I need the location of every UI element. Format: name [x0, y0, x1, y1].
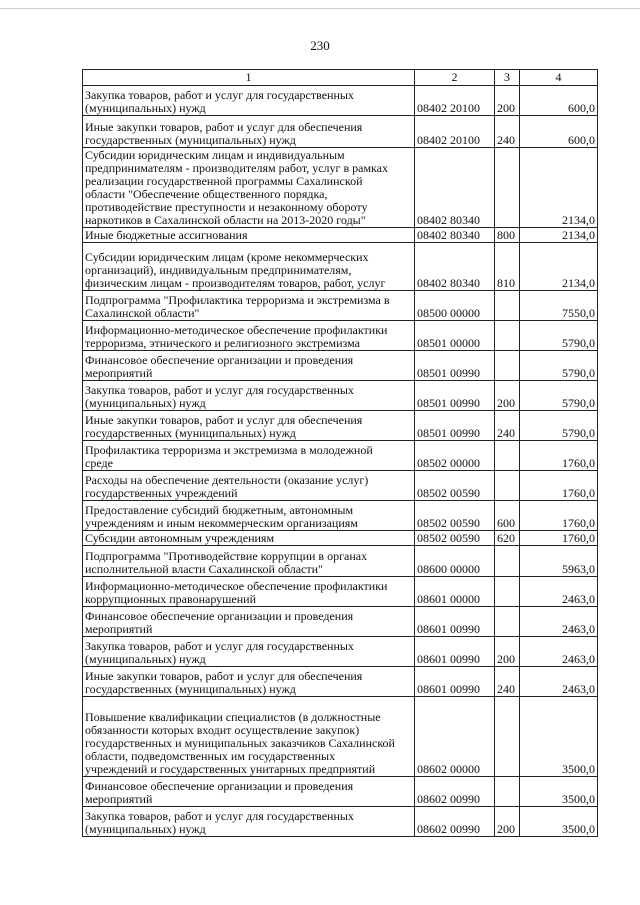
- table-row: [83, 351, 598, 381]
- row-amount-cell: 3500,0: [520, 697, 598, 777]
- table-row: [83, 667, 598, 697]
- table-body: [83, 86, 598, 837]
- row-code-cell: 08502 00590: [415, 531, 495, 546]
- row-name-cell: Субсидии юридическим лицам и индивидуальным предпринимателям - производителям работ, услуг в рамках реализации государственной программы Сахалинской области "Обеспечение общественного порядка, противодействие преступности и незаконному обороту наркотиков в Сахалинской области на 2013-2020 годы": [83, 148, 415, 228]
- row-type-cell: [495, 697, 520, 777]
- row-name-cell: Закупка товаров, работ и услуг для государственных (муниципальных) нужд: [83, 381, 415, 411]
- row-code-cell: 08601 00990: [415, 607, 495, 637]
- row-type-cell: 200: [495, 86, 520, 116]
- table-row: [83, 697, 598, 777]
- row-code-cell: 08601 00000: [415, 577, 495, 607]
- row-name-cell: Закупка товаров, работ и услуг для государственных (муниципальных) нужд: [83, 86, 415, 116]
- row-type-cell: 200: [495, 381, 520, 411]
- row-type-cell: 600: [495, 501, 520, 531]
- table-row: [83, 577, 598, 607]
- row-amount-cell: 3500,0: [520, 777, 598, 807]
- row-name-cell: Профилактика терроризма и экстремизма в молодежной среде: [83, 441, 415, 471]
- row-type-cell: [495, 441, 520, 471]
- row-amount-cell: 5790,0: [520, 321, 598, 351]
- row-amount-cell: 5790,0: [520, 411, 598, 441]
- scan-top-edge: [0, 8, 640, 9]
- row-type-cell: [495, 321, 520, 351]
- row-name-cell: Закупка товаров, работ и услуг для государственных (муниципальных) нужд: [83, 807, 415, 837]
- row-code-cell: 08501 00990: [415, 411, 495, 441]
- row-amount-cell: 2463,0: [520, 607, 598, 637]
- table-row: [83, 807, 598, 837]
- table-row: [83, 86, 598, 116]
- row-name-cell: Иные закупки товаров, работ и услуг для обеспечения государственных (муниципальных) нужд: [83, 411, 415, 441]
- row-code-cell: 08501 00990: [415, 351, 495, 381]
- row-code-cell: 08602 00990: [415, 777, 495, 807]
- header-col-3: 3: [495, 70, 520, 86]
- row-type-cell: [495, 577, 520, 607]
- table-row: [83, 501, 598, 531]
- table-row: [83, 116, 598, 148]
- row-type-cell: 200: [495, 637, 520, 667]
- row-type-cell: [495, 777, 520, 807]
- row-code-cell: 08602 00990: [415, 807, 495, 837]
- row-amount-cell: 2134,0: [520, 228, 598, 243]
- row-code-cell: 08600 00000: [415, 546, 495, 577]
- table-row: [83, 228, 598, 243]
- table-row: [83, 381, 598, 411]
- row-type-cell: 800: [495, 228, 520, 243]
- header-col-4: 4: [520, 70, 598, 86]
- row-code-cell: 08402 80340: [415, 228, 495, 243]
- row-amount-cell: 5963,0: [520, 546, 598, 577]
- row-code-cell: 08501 00990: [415, 381, 495, 411]
- row-code-cell: 08402 20100: [415, 86, 495, 116]
- table-row: [83, 777, 598, 807]
- header-col-2: 2: [415, 70, 495, 86]
- row-name-cell: Информационно-методическое обеспечение профилактики коррупционных правонарушений: [83, 577, 415, 607]
- row-amount-cell: 3500,0: [520, 807, 598, 837]
- row-type-cell: [495, 546, 520, 577]
- row-code-cell: 08501 00000: [415, 321, 495, 351]
- table-row: [83, 441, 598, 471]
- row-code-cell: 08402 80340: [415, 148, 495, 228]
- row-code-cell: 08502 00590: [415, 501, 495, 531]
- row-code-cell: 08601 00990: [415, 637, 495, 667]
- table-row: [83, 291, 598, 321]
- row-amount-cell: 1760,0: [520, 501, 598, 531]
- row-type-cell: [495, 607, 520, 637]
- row-type-cell: 240: [495, 411, 520, 441]
- row-amount-cell: 2463,0: [520, 667, 598, 697]
- budget-table: [82, 69, 598, 837]
- row-type-cell: 240: [495, 116, 520, 148]
- row-name-cell: Иные закупки товаров, работ и услуг для обеспечения государственных (муниципальных) нужд: [83, 667, 415, 697]
- row-amount-cell: 1760,0: [520, 441, 598, 471]
- row-type-cell: [495, 291, 520, 321]
- table-row: [83, 531, 598, 546]
- row-code-cell: 08502 00000: [415, 441, 495, 471]
- table-row: [83, 607, 598, 637]
- table-row: [83, 148, 598, 228]
- row-type-cell: [495, 351, 520, 381]
- row-name-cell: Повышение квалификации специалистов (в должностные обязанности которых входит осуществление закупок) государственных и муниципальных заказчиков Сахалинской области, подведомственных им государственных учреждений и государственных унитарных предприятий: [83, 697, 415, 777]
- row-amount-cell: 2134,0: [520, 148, 598, 228]
- row-type-cell: 810: [495, 243, 520, 291]
- page-number: 230: [310, 38, 330, 53]
- row-amount-cell: 600,0: [520, 116, 598, 148]
- row-amount-cell: 2463,0: [520, 637, 598, 667]
- row-name-cell: Иные закупки товаров, работ и услуг для обеспечения государственных (муниципальных) нужд: [83, 116, 415, 148]
- row-name-cell: Иные бюджетные ассигнования: [83, 228, 415, 243]
- row-name-cell: Подпрограмма "Профилактика терроризма и экстремизма в Сахалинской области": [83, 291, 415, 321]
- row-name-cell: Финансовое обеспечение организации и проведения мероприятий: [83, 351, 415, 381]
- row-amount-cell: 7550,0: [520, 291, 598, 321]
- row-type-cell: 620: [495, 531, 520, 546]
- row-code-cell: 08601 00990: [415, 667, 495, 697]
- row-amount-cell: 5790,0: [520, 351, 598, 381]
- row-name-cell: Субсидии автономным учреждениям: [83, 531, 415, 546]
- row-name-cell: Субсидии юридическим лицам (кроме некоммерческих организаций), индивидуальным предпринимателям, физическим лицам - производителям товаров, работ, услуг: [83, 243, 415, 291]
- row-type-cell: [495, 471, 520, 501]
- table-row: [83, 637, 598, 667]
- row-name-cell: Закупка товаров, работ и услуг для государственных (муниципальных) нужд: [83, 637, 415, 667]
- row-amount-cell: 2134,0: [520, 243, 598, 291]
- row-name-cell: Финансовое обеспечение организации и проведения мероприятий: [83, 777, 415, 807]
- header-row: [83, 70, 598, 86]
- header-col-1: 1: [83, 70, 415, 86]
- row-type-cell: 200: [495, 807, 520, 837]
- row-code-cell: 08500 00000: [415, 291, 495, 321]
- table-row: [83, 471, 598, 501]
- row-name-cell: Финансовое обеспечение организации и проведения мероприятий: [83, 607, 415, 637]
- row-code-cell: 08602 00000: [415, 697, 495, 777]
- row-name-cell: Расходы на обеспечение деятельности (оказание услуг) государственных учреждений: [83, 471, 415, 501]
- table-row: [83, 321, 598, 351]
- row-name-cell: Подпрограмма "Противодействие коррупции в органах исполнительной власти Сахалинской области": [83, 546, 415, 577]
- table-row: [83, 411, 598, 441]
- row-amount-cell: 1760,0: [520, 531, 598, 546]
- row-amount-cell: 1760,0: [520, 471, 598, 501]
- row-type-cell: 240: [495, 667, 520, 697]
- row-name-cell: Предоставление субсидий бюджетным, автономным учреждениям и иным некоммерческим организациям: [83, 501, 415, 531]
- row-amount-cell: 600,0: [520, 86, 598, 116]
- row-code-cell: 08402 80340: [415, 243, 495, 291]
- row-amount-cell: 2463,0: [520, 577, 598, 607]
- row-code-cell: 08502 00590: [415, 471, 495, 501]
- row-type-cell: [495, 148, 520, 228]
- table-row: [83, 243, 598, 291]
- row-amount-cell: 5790,0: [520, 381, 598, 411]
- row-code-cell: 08402 20100: [415, 116, 495, 148]
- table-row: [83, 546, 598, 577]
- row-name-cell: Информационно-методическое обеспечение профилактики терроризма, этнического и религиозного экстремизма: [83, 321, 415, 351]
